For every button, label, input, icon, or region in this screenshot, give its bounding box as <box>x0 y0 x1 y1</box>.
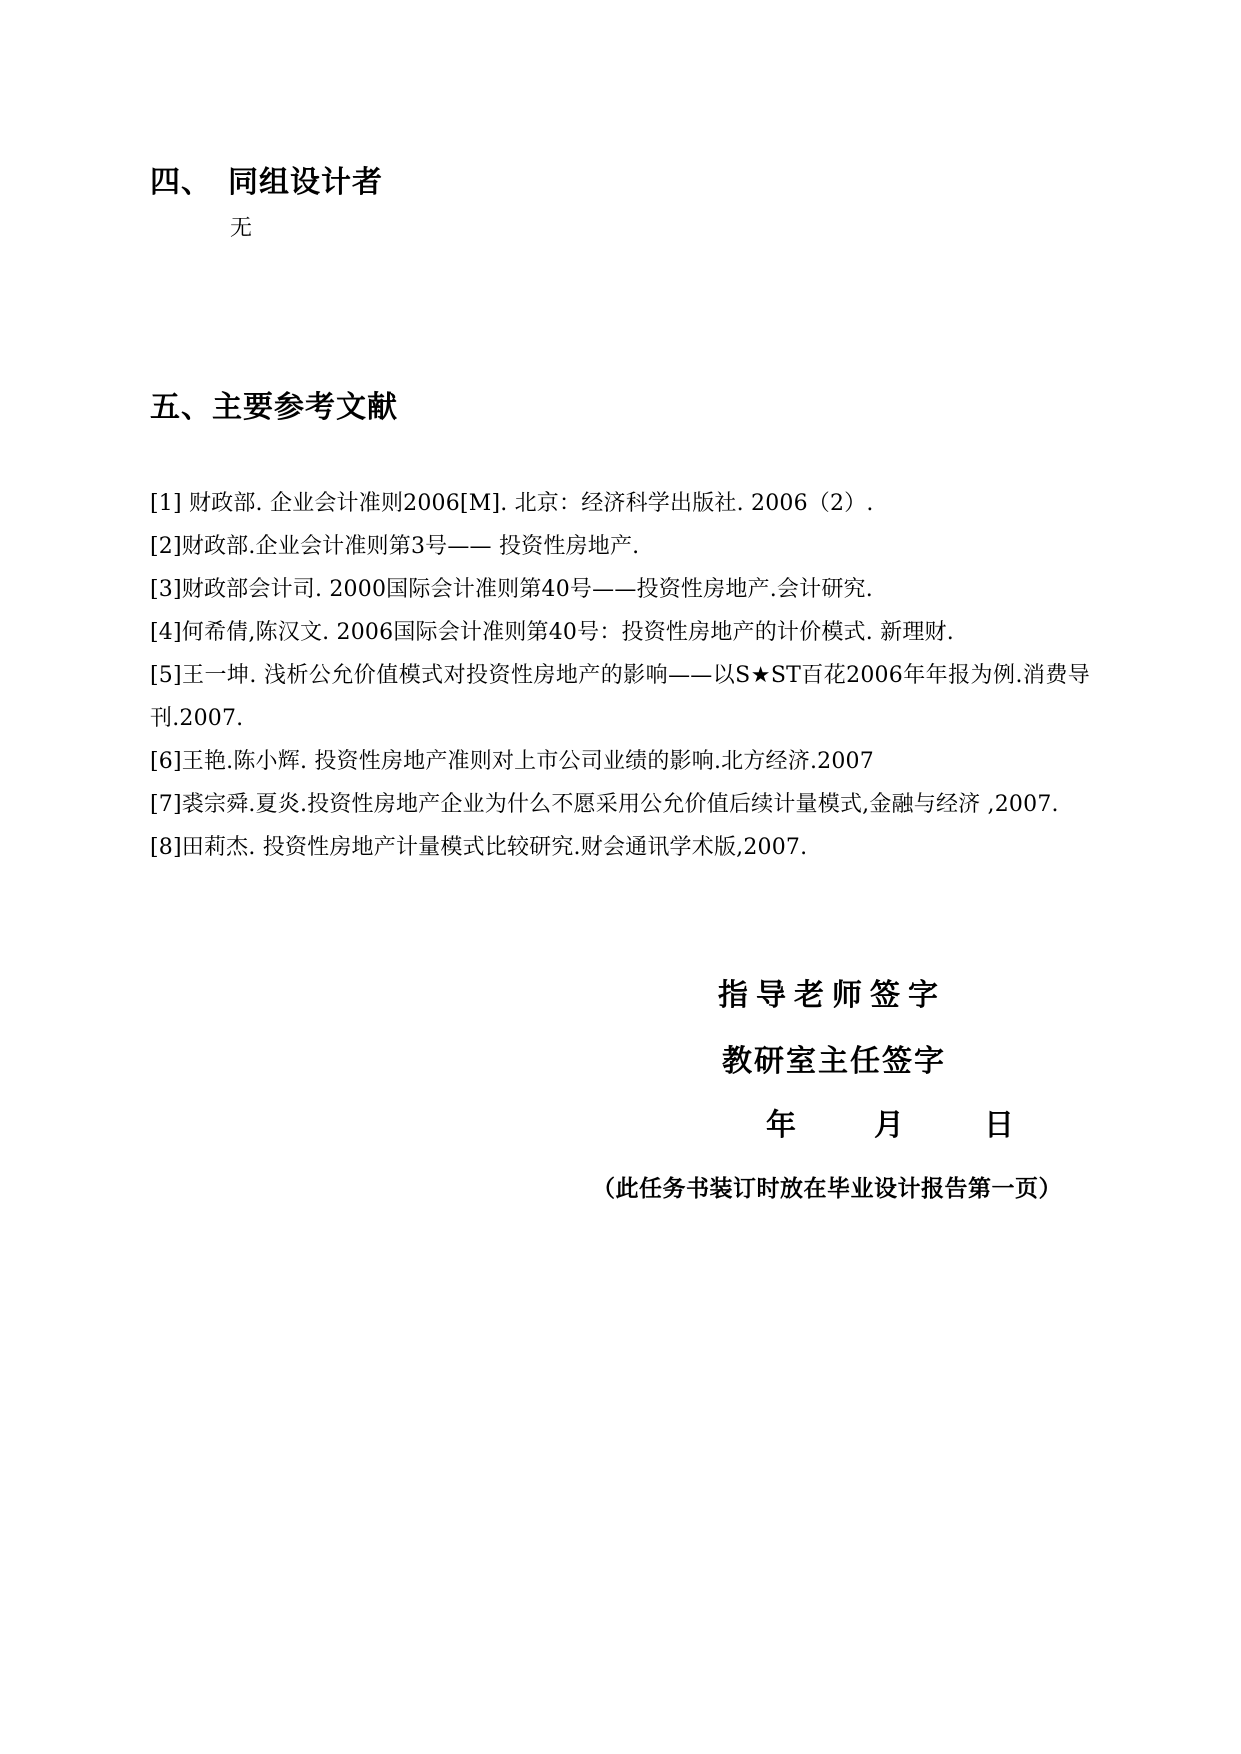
reference-item: [2]财政部.企业会计准则第3号—— 投资性房地产. <box>150 534 640 559</box>
binding-note: （此任务书装订时放在毕业设计报告第一页） <box>592 1176 1062 1202</box>
section-5-heading: 五、主要参考文献 <box>150 390 398 425</box>
date-day-label: 日 <box>984 1108 1014 1143</box>
section-4-title: 同组设计者 <box>228 165 383 200</box>
reference-item: [1] 财政部. 企业会计准则2006[M]. 北京：经济科学出版社. 2006（2）. <box>150 491 874 516</box>
section-4-heading <box>150 163 383 203</box>
section-4-number: 四、 <box>150 165 212 200</box>
reference-item: [8]田莉杰. 投资性房地产计量模式比较研究.财会通讯学术版,2007. <box>150 835 808 860</box>
director-signature-label: 教研室主任签字 <box>722 1044 946 1079</box>
reference-item: [4]何希倩,陈汉文. 2006国际会计准则第40号：投资性房地产的计价模式. 新理财. <box>150 620 954 645</box>
date-year-label: 年 <box>766 1108 796 1143</box>
teacher-signature-label: 指导老师签字 <box>718 978 946 1013</box>
date-month-label: 月 <box>874 1108 904 1143</box>
reference-item: [7]裘宗舜.夏炎.投资性房地产企业为什么不愿采用公允价值后续计量模式,金融与经济 ,2007. <box>150 792 1059 817</box>
section-4-content: 无 <box>230 216 253 241</box>
reference-list <box>150 482 1090 869</box>
reference-item: [3]财政部会计司. 2000国际会计准则第40号——投资性房地产.会计研究. <box>150 577 873 602</box>
reference-item: [6]王艳.陈小辉. 投资性房地产准则对上市公司业绩的影响.北方经济.2007 <box>150 749 874 774</box>
reference-item: [5]王一坤. 浅析公允价值模式对投资性房地产的影响——以S★ST百花2006年年报为例.消费导刊.2007. <box>150 663 1090 731</box>
